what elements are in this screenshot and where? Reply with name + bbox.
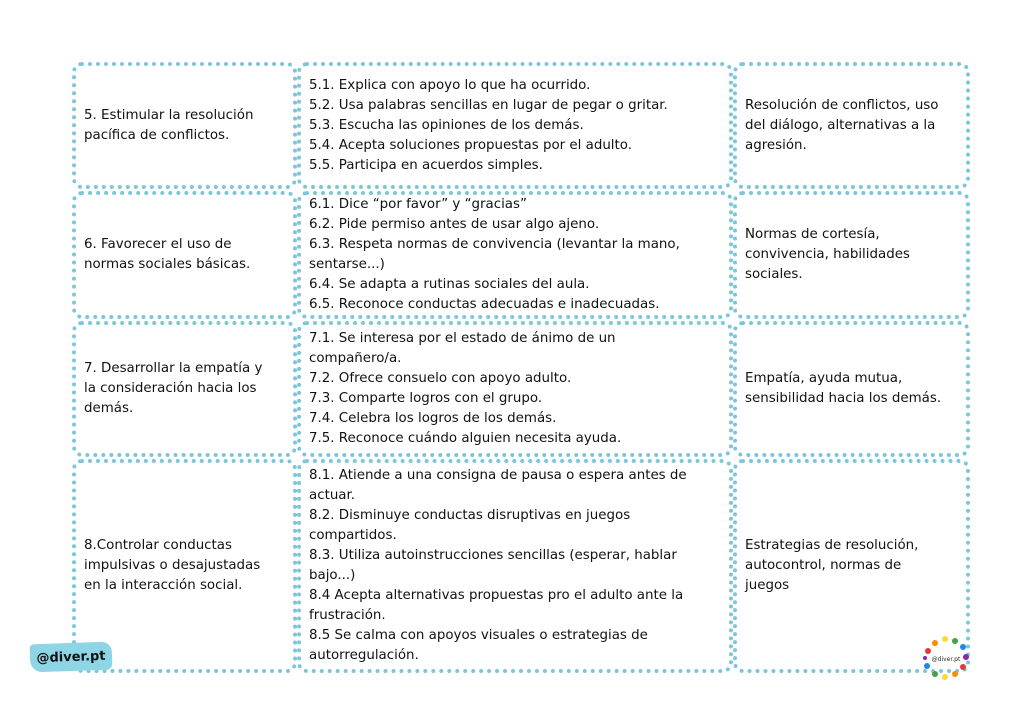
row-6-objective: 6. Favorecer el uso de normas sociales básicas. [72, 191, 297, 319]
logo-text: @diver.pt [931, 656, 961, 663]
row-6-criteria: 6.1. Dice “por favor” y “gracias” 6.2. Pide permiso antes de usar algo ajeno. 6.3. Respeta normas de convivencia (levantar la mano, sentarse...) 6.4. Se adapta a rutinas sociales del aula. 6.5. Reconoce conductas adecuadas e inadecuadas. [297, 191, 733, 319]
row-8-criteria: 8.1. Atiende a una consigna de pausa o espera antes de actuar. 8.2. Disminuye conductas disruptivas en juegos compartidos. 8.3. Utiliza autoinstrucciones sencillas (esperar, hablar bajo...) 8.4 Acepta alternativas propuestas pro el adulto ante la frustración. 8.5 Se calma con apoyos visuales o estrategias de autorregulación. [297, 459, 733, 673]
row-8-objective: 8.Controlar conductas impulsivas o desajustadas en la interacción social. [72, 459, 297, 673]
diver-logo-icon [918, 633, 974, 683]
row-5-criteria: 5.1. Explica con apoyo lo que ha ocurrido. 5.2. Usa palabras sencillas en lugar de pegar o gritar. 5.3. Escucha las opiniones de los demás. 5.4. Acepta soluciones propuestas por el adulto. 5.5. Participa en acuerdos simples. [297, 62, 733, 189]
row-5-content: Resolución de conflictos, uso del diálogo, alternativas a la agresión. [733, 62, 970, 189]
row-7-content: Empatía, ayuda mutua, sensibilidad hacia los demás. [733, 321, 970, 457]
watermark-tag: @diver.pt [30, 642, 113, 673]
row-7-objective: 7. Desarrollar la empatía y la consideración hacia los demás. [72, 321, 297, 457]
row-8-content: Estrategias de resolución, autocontrol, normas de juegos [733, 459, 970, 673]
row-5-objective: 5. Estimular la resolución pacífica de conflictos. [72, 62, 297, 189]
row-6-content: Normas de cortesía, convivencia, habilidades sociales. [733, 191, 970, 319]
row-7-criteria: 7.1. Se interesa por el estado de ánimo de un compañero/a. 7.2. Ofrece consuelo con apoyo adulto. 7.3. Comparte logros con el grupo. 7.4. Celebra los logros de los demás. 7.5. Reconoce cuándo alguien necesita ayuda. [297, 321, 733, 457]
